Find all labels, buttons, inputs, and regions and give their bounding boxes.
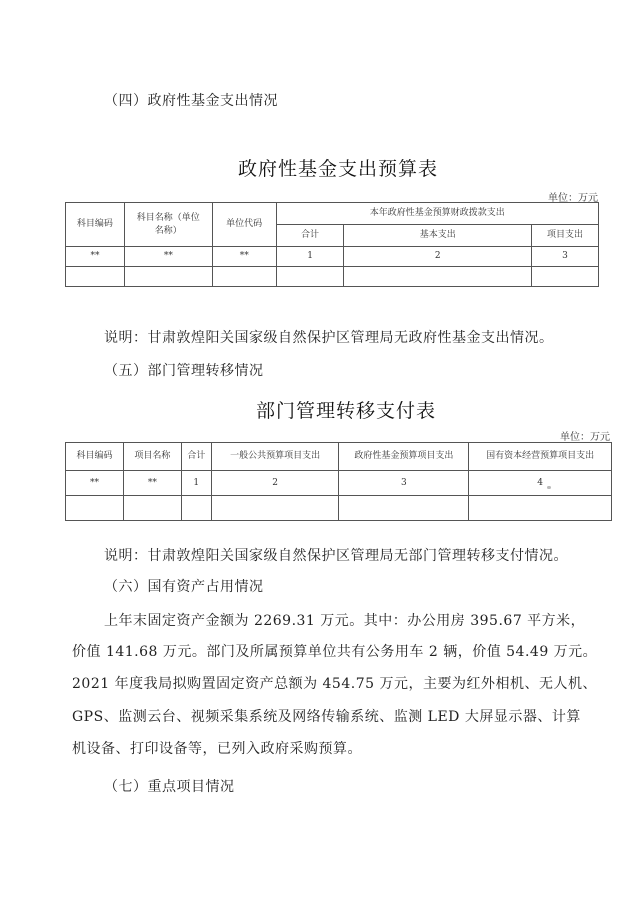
table-row [66,267,599,287]
table-cell [66,267,125,287]
table-cell [211,496,339,521]
table-cell: ** [124,247,212,267]
table-cell: ** [123,471,181,496]
table1-title: 政府性基金支出预算表 [238,158,439,180]
table-cell: ** [212,247,276,267]
header-subject-name: 科目名称（单位名称） [124,203,212,247]
table-cell: 2 [211,471,339,496]
table-cell [66,496,124,521]
table-row [66,247,599,267]
table-cell [344,267,532,287]
section-heading-5: （五）部门管理转移情况 [104,363,264,379]
table-cell [212,267,276,287]
note-no-transfer-payment: 说明：甘肃敦煌阳关国家级自然保护区管理局无部门管理转移支付情况。 [104,548,568,564]
header-subject-code: 科目编码 [66,203,125,247]
table2-unit: 单位：万元 [560,432,610,443]
header-project: 项目支出 [532,225,599,247]
table2-title: 部门管理转移支付表 [256,400,437,422]
table-cell [181,496,211,521]
table-cell: 4 [469,471,612,496]
header-general-budget: 一般公共预算项目支出 [211,443,339,471]
table-cell: 3 [532,247,599,267]
header-total: 合计 [181,443,211,471]
table-cell: ** [66,247,125,267]
scan-speck [547,486,551,489]
header-fund-group: 本年政府性基金预算财政拨款支出 [276,203,598,225]
table-cell: 1 [181,471,211,496]
asset-paragraph-line: 价值 141.68 万元。部门及所属预算单位共有公务用车 2 辆，价值 54.49 万元。 [72,644,598,660]
table-cell [339,496,469,521]
table-cell [124,267,212,287]
table-cell [469,496,612,521]
note-no-fund-expenditure: 说明：甘肃敦煌阳关国家级自然保护区管理局无政府性基金支出情况。 [104,330,554,346]
asset-paragraph-line: 机设备、打印设备等，已列入政府采购预算。 [72,741,362,757]
asset-paragraph-line: 2021 年度我局拟购置固定资产总额为 454.75 万元，主要为红外相机、无人机、 [72,676,597,692]
table-row [66,496,612,521]
table-row [66,471,612,496]
asset-paragraph-line: 上年末固定资产金额为 2269.31 万元。其中：办公用房 395.67 平方米， [104,613,586,629]
section-heading-7: （七）重点项目情况 [104,779,235,795]
table-cell [123,496,181,521]
header-state-capital-budget: 国有资本经营预算项目支出 [469,443,612,471]
header-project-name: 项目名称 [123,443,181,471]
asset-paragraph-line: GPS、监测云台、视频采集系统及网络传输系统、监测 LED 大屏显示器、计算 [72,709,581,725]
table-cell [532,267,599,287]
header-subject-code: 科目编码 [66,443,124,471]
table-cell: ** [66,471,124,496]
section-heading-4: （四）政府性基金支出情况 [104,93,278,109]
table-cell [276,267,344,287]
header-total: 合计 [276,225,344,247]
table-cell: 2 [344,247,532,267]
government-fund-expenditure-table [65,202,599,287]
header-basic: 基本支出 [344,225,532,247]
table-cell: 3 [339,471,469,496]
header-unit-code: 单位代码 [212,203,276,247]
header-fund-budget: 政府性基金预算项目支出 [339,443,469,471]
department-transfer-payment-table [65,442,612,521]
table-cell: 1 [276,247,344,267]
table1-unit: 单位：万元 [548,193,598,204]
section-heading-6: （六）国有资产占用情况 [104,579,264,595]
